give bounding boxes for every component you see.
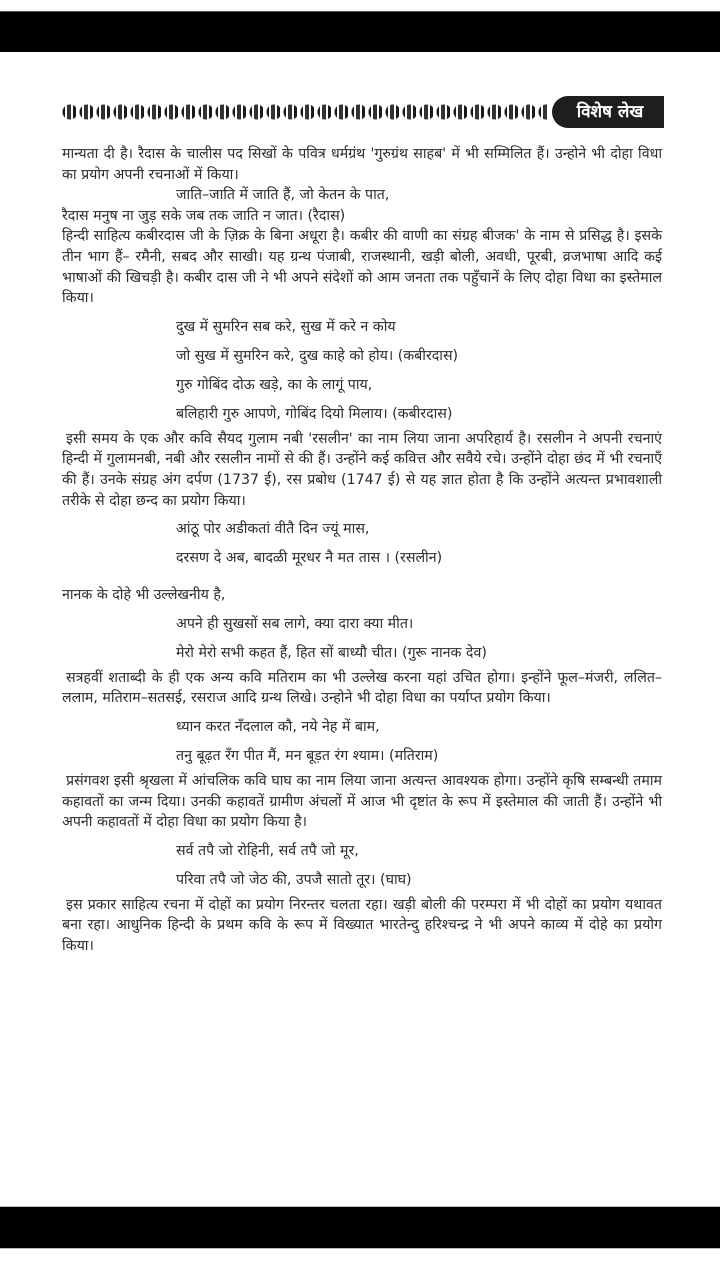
paragraph-kabir: हिन्दी साहित्य कबीरदास जी के ज़िक्र के बिना अधूरा है। कबीर की वाणी का संग्रह बीजक' के नाम से प्रसिद्ध है। इसके तीन भाग हैं– रमैनी, सबद और साखी। यह ग्रन्थ पंजाबी, राजस्थानी, खड़ी बोली, अवधी, पूरबी, व्रजभाषा आदि कई भाषाओं की खिचड़ी है। कबीर दास जी ने भी अपने संदेशों को आम जनता तक पहुँचानें के लिए दोहा विधा का इस्तेमाल किया।	[62, 228, 662, 307]
verse-line-matiram-1: ध्यान करत नँदलाल कौ, नये नेह में बाम,	[176, 718, 380, 735]
paragraph-rasleen: इसी समय के एक और कवि सैयद गुलाम नबी 'रसलीन' का नाम लिया जाना अपरिहार्य है। रसलीन ने अपनी रचनाएं हिन्दी में गुलामनबी, नबी और रसलीन नामों से की हैं। उन्होंने कई कवित्त और सवैये रचे। उन्होंने दोहा छंद में भी रचनाएँ की हैं। उनके संग्रह अंग दर्पण (1737 ई), रस प्रबोध (1747 ई) से यह ज्ञात होता है कि उन्होंने अत्यन्त प्रभावशाली तरीके से दोहा छन्द का प्रयोग किया।	[62, 430, 662, 509]
verse-line-ghagh-1: सर्व तपै जो रोहिनी, सर्व तपै जो मूर,	[176, 842, 359, 859]
paragraph-nanak: नानक के दोहे भी उल्लेखनीय है,	[62, 587, 226, 604]
verse-line-kabir-4: बलिहारी गुरु आपणे, गोबिंद दियो मिलाय। (कबीरदास)	[176, 405, 453, 422]
verse-line-raidas-2: रैदास मनुष ना जुड़ सके जब तक जाति न जात। (रैदास)	[62, 207, 346, 224]
verse-line-nanak-2: मेरो मेरो सभी कहत हैं, हित सों बाध्यौ चीत। (गुरू नानक देव)	[176, 644, 487, 661]
top-black-bar	[0, 11, 720, 53]
bottom-black-bar	[0, 1206, 720, 1249]
verse-line-matiram-2: तनु बूढ़त रँग पीत मैं, मन बूड़त रंग श्याम। (मतिराम)	[176, 747, 439, 764]
section-badge: विशेष लेख	[552, 96, 664, 128]
verse-line-kabir-1: दुख में सुमरिन सब करे, सुख में करे न कोय	[176, 318, 396, 335]
verse-line-rasleen-2: दरसण दे अब, बादळी मूरधर नै मत तास । (रसलीन)	[176, 550, 443, 567]
verse-line-kabir-3: गुरु गोबिंद दोऊ खड़े, का के लागूं पाय,	[176, 376, 373, 393]
section-header	[62, 96, 662, 128]
paragraph-matiram: सत्रहवीं शताब्दी के ही एक अन्य कवि मतिराम का भी उल्लेख करना यहां उचित होगा। इन्होंने फूल–मंजरी, ललित–ललाम, मतिराम–सतसई, रसराज आदि ग्रन्थ लिखे। उन्होने भी दोहा विधा का पर्याप्त प्रयोग किया।	[62, 669, 662, 707]
verse-line-raidas-1: जाति–जाति में जाति हैं, जो केतन के पात,	[176, 187, 390, 204]
article-body	[62, 144, 662, 956]
verse-line-kabir-2: जो सुख में सुमरिन करे, दुख काहे को होय। (कबीरदास)	[176, 347, 459, 364]
verse-line-ghagh-2: परिवा तपै जो जेठ की, उपजै सातो तूर। (घाघ)	[176, 871, 412, 888]
verse-line-nanak-1: अपने ही सुखसों सब लागे, क्या दारा क्या मीत।	[176, 615, 414, 632]
paragraph-conclusion: इस प्रकार साहित्य रचना में दोहों का प्रयोग निरन्तर चलता रहा। खड़ी बोली की परम्परा में भी दोहों का प्रयोग यथावत बना रहा। आधुनिक हिन्दी के प्रथम कवि के रूप में विख्यात भारतेन्दु हरिश्चन्द्र ने भी अपने काव्य में दोहे का प्रयोग किया।	[62, 896, 662, 954]
verse-line-rasleen-1: आंठू पोर अडीकतां वीतै दिन ज्यूं मास,	[176, 521, 370, 538]
paragraph-raidas: मान्यता दी है। रैदास के चालीस पद सिखों के पवित्र धर्मग्रंथ 'गुरुग्रंथ साहब' में भी सम्मिलित हैं। उन्होने भी दोहा विधा का प्रयोग अपनी रचनाओं में किया।	[62, 146, 662, 183]
paragraph-ghagh: प्रसंगवश इसी श्रृखला में आंचलिक कवि घाघ का नाम लिया जाना अत्यन्त आवश्यक होगा। उन्होंने कृषि सम्बन्धी तमाम कहावतों का जन्म दिया। उनकी कहावतें ग्रामीण अंचलों में आज भी दृष्टांत के रूप में इस्तेमाल की जाती हैं। उन्होंने भी अपनी कहावतों में दोहा विधा का प्रयोग किया है।	[62, 772, 662, 831]
